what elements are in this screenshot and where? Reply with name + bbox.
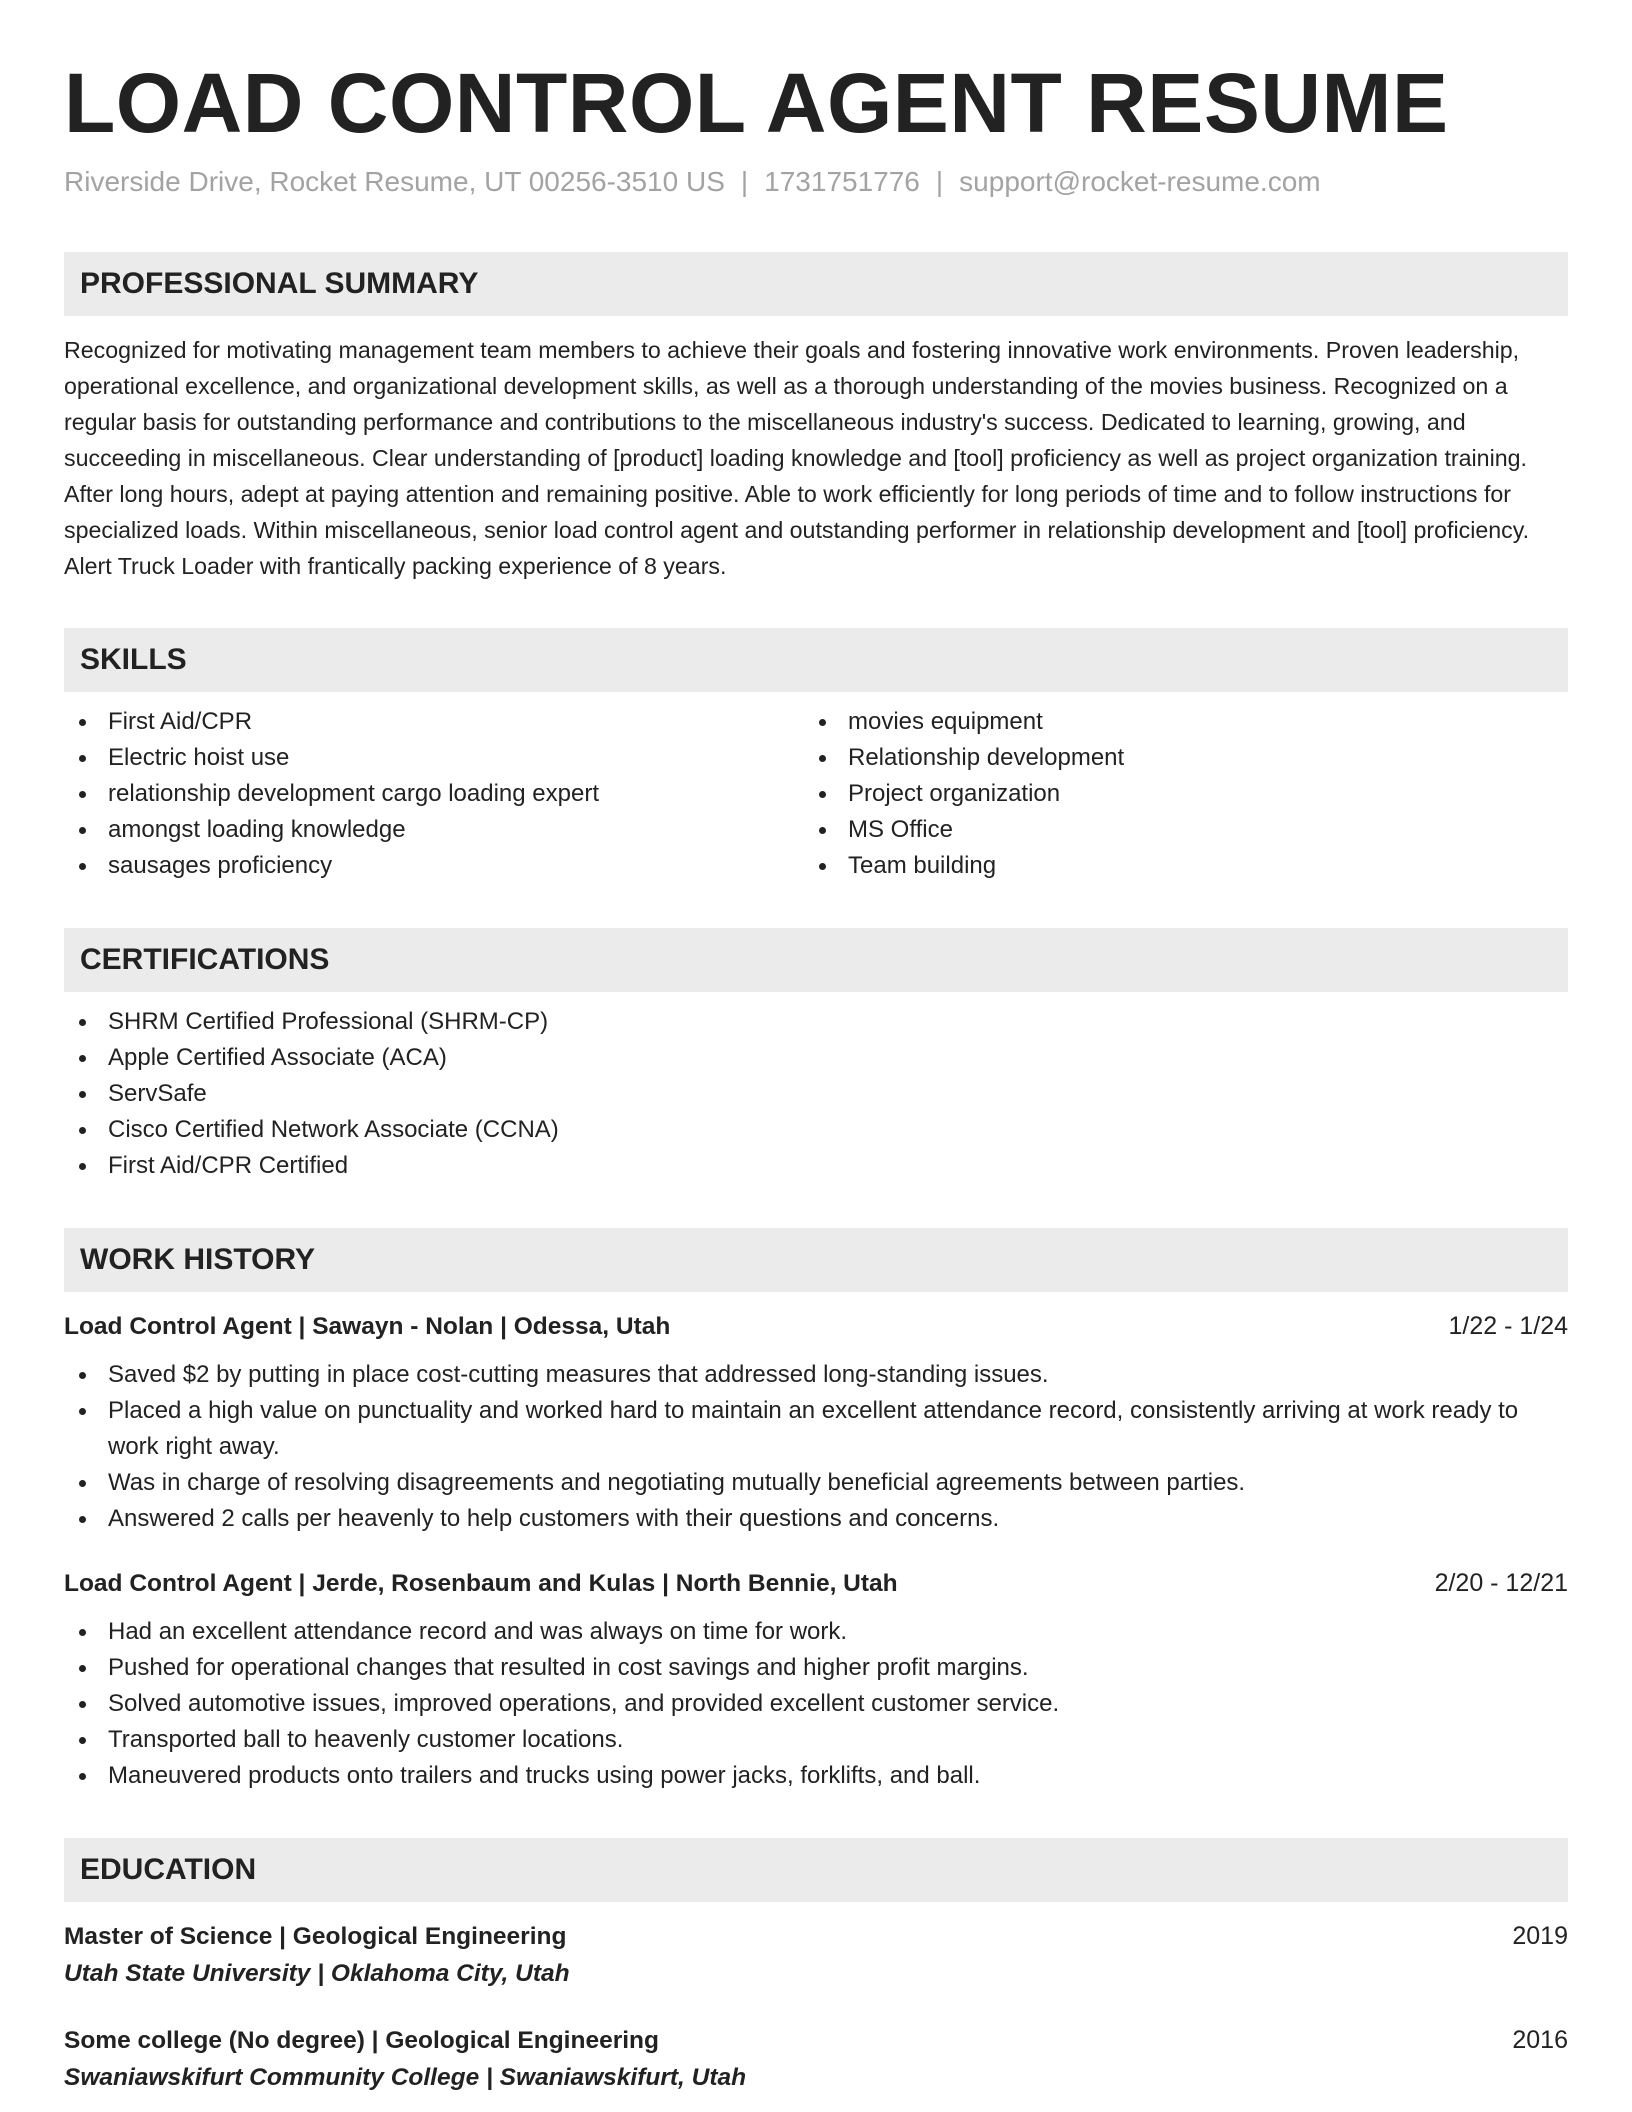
certification-item: SHRM Certified Professional (SHRM-CP): [64, 1004, 1568, 1040]
contact-line: [64, 164, 1568, 200]
summary-text: Recognized for motivating management team members to achieve their goals and fostering innovative work environments. Proven leadership, operational excellence, and organizational development skills, as well as a thorough understanding of the movies business. Recognized on a regular basis for outstanding performance and contributions to the miscellaneous industry's success. Dedicated to learning, growing, and succeeding in miscellaneous. Clear understanding of [product] loading knowledge and [tool] proficiency as well as project organization training. After long hours, adept at paying attention and remaining positive. Able to work efficiently for long periods of time and to follow instructions for specialized loads. Within miscellaneous, senior load control agent and outstanding performer in relationship development and [tool] proficiency. Alert Truck Loader with frantically packing experience of 8 years.: [64, 337, 1530, 580]
job-title: Load Control Agent | Jerde, Rosenbaum and Kulas | North Bennie, Utah: [64, 1570, 898, 1598]
job-bullet: Transported ball to heavenly customer locations.: [64, 1722, 1568, 1758]
certification-item: Cisco Certified Network Associate (CCNA): [64, 1112, 1568, 1148]
skills-list-right: [804, 704, 1544, 884]
job-bullet: Answered 2 calls per heavenly to help customers with their questions and concerns.: [64, 1501, 1568, 1537]
job-title: Load Control Agent | Sawayn - Nolan | Odessa, Utah: [64, 1313, 671, 1341]
skill-item: Team building: [804, 848, 1544, 884]
section-heading-summary: PROFESSIONAL SUMMARY: [64, 252, 1568, 316]
skill-item: relationship development cargo loading expert: [64, 776, 804, 812]
skill-item: MS Office: [804, 812, 1544, 848]
section-heading-work-history: WORK HISTORY: [64, 1228, 1568, 1292]
skill-item: sausages proficiency: [64, 848, 804, 884]
education-school: Utah State University | Oklahoma City, Utah: [64, 1960, 570, 1988]
skill-item: Electric hoist use: [64, 740, 804, 776]
job-bullet: Saved $2 by putting in place cost-cutting measures that addressed long-standing issues.: [64, 1357, 1568, 1393]
skill-item: movies equipment: [804, 704, 1544, 740]
job-bullet: Placed a high value on punctuality and worked hard to maintain an excellent attendance record, consistently arriving at work ready to work right away.: [64, 1393, 1568, 1465]
certifications-list: [64, 1004, 1568, 1184]
skills-list-left: [64, 704, 804, 884]
job-dates: 1/22 - 1/24: [1448, 1312, 1568, 1341]
skill-item: Project organization: [804, 776, 1544, 812]
job-bullet: Was in charge of resolving disagreements and negotiating mutually beneficial agreements between parties.: [64, 1465, 1568, 1501]
section-heading-skills: SKILLS: [64, 628, 1568, 692]
job-header: [64, 1565, 1568, 1602]
job-bullets: [64, 1614, 1568, 1794]
education-degree: Some college (No degree) | Geological Engineering: [64, 2027, 659, 2055]
education-header: [64, 2022, 1568, 2059]
certification-item: Apple Certified Associate (ACA): [64, 1040, 1568, 1076]
education-year: 2019: [1512, 1922, 1568, 1951]
education-degree: Master of Science | Geological Engineering: [64, 1923, 567, 1951]
contact-phone: 1731751776: [764, 166, 920, 198]
section-heading-certifications: CERTIFICATIONS: [64, 928, 1568, 992]
skill-item: amongst loading knowledge: [64, 812, 804, 848]
certification-item: ServSafe: [64, 1076, 1568, 1112]
contact-address: Riverside Drive, Rocket Resume, UT 00256-3510 US: [64, 166, 725, 198]
section-heading-education: EDUCATION: [64, 1838, 1568, 1902]
education-header: [64, 1918, 1568, 1955]
job-header: [64, 1308, 1568, 1345]
education-entry: [64, 1918, 1568, 1992]
contact-email: support@rocket-resume.com: [959, 166, 1321, 198]
job-bullet: Solved automotive issues, improved operations, and provided excellent customer service.: [64, 1686, 1568, 1722]
skill-item: First Aid/CPR: [64, 704, 804, 740]
contact-separator: |: [935, 166, 944, 198]
job-bullet: Pushed for operational changes that resulted in cost savings and higher profit margins.: [64, 1650, 1568, 1686]
job-bullets: [64, 1357, 1568, 1537]
skills-grid: [64, 704, 1568, 884]
job-bullet: Had an excellent attendance record and was always on time for work.: [64, 1614, 1568, 1650]
job-bullet: Maneuvered products onto trailers and trucks using power jacks, forklifts, and ball.: [64, 1758, 1568, 1794]
contact-separator: |: [740, 166, 749, 198]
education-school: Swaniawskifurt Community College | Swaniawskifurt, Utah: [64, 2064, 747, 2092]
education-year: 2016: [1512, 2026, 1568, 2055]
job-dates: 2/20 - 12/21: [1434, 1569, 1568, 1598]
resume-title: LOAD CONTROL AGENT RESUME: [64, 56, 1449, 150]
skill-item: Relationship development: [804, 740, 1544, 776]
certification-item: First Aid/CPR Certified: [64, 1148, 1568, 1184]
education-entry: [64, 2022, 1568, 2096]
